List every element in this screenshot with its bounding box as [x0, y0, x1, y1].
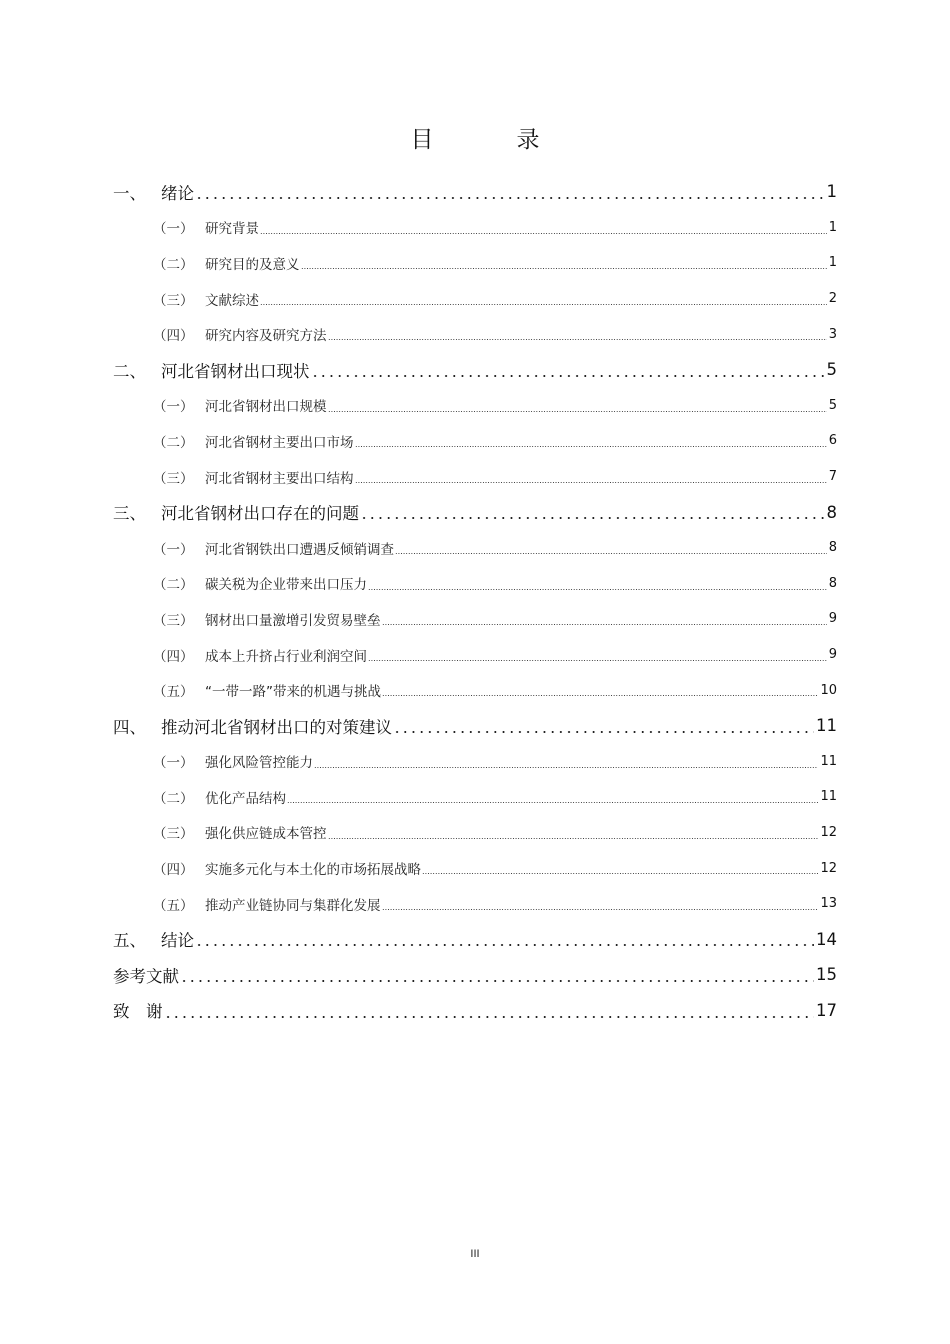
dot-leader [301, 245, 827, 281]
toc-entry-title: 钢材出口量激增引发贸易壁垒 [205, 612, 381, 629]
toc-entry-title: 河北省钢材出口规模 [205, 399, 327, 416]
toc-entry-chapter[interactable] [113, 174, 837, 210]
toc-entry-page: 12 [820, 860, 837, 876]
toc-entry-number: （二） [153, 577, 194, 594]
toc-entry-title: 结论 [161, 931, 194, 951]
toc-entry-number: 三、 [113, 504, 146, 524]
toc-entry-section[interactable] [113, 850, 837, 886]
toc-entry-chapter[interactable] [113, 352, 837, 388]
toc-entry-section[interactable] [113, 815, 837, 851]
toc-entry-page: 5 [826, 360, 837, 380]
toc-entry-title: 强化风险管控能力 [205, 755, 313, 772]
table-of-contents [113, 174, 837, 1028]
dot-leader [195, 174, 825, 210]
toc-entry-title: 优化产品结构 [205, 790, 286, 807]
toc-entry-section[interactable] [113, 566, 837, 602]
dot-leader [311, 352, 825, 388]
toc-entry-page: 14 [816, 929, 837, 949]
toc-entry-page: 1 [826, 182, 837, 202]
toc-entry-number: （三） [153, 612, 194, 629]
dot-leader [355, 459, 827, 495]
dot-leader [164, 993, 815, 1029]
toc-entry-number: （一） [153, 755, 194, 772]
toc-entry-chapter[interactable] [113, 993, 837, 1029]
toc-entry-number: （三） [153, 826, 194, 843]
toc-entry-page: 12 [820, 824, 837, 840]
toc-entry-title: 实施多元化与本土化的市场拓展战略 [205, 862, 421, 879]
toc-entry-section[interactable] [113, 245, 837, 281]
toc-entry-number: （一） [153, 541, 194, 558]
toc-entry-chapter[interactable] [113, 921, 837, 957]
toc-entry-number: 五、 [113, 931, 146, 951]
dot-leader [260, 210, 827, 246]
toc-entry-page: 8 [826, 502, 837, 522]
dot-leader [287, 779, 818, 815]
dot-leader [195, 921, 814, 957]
dot-leader [360, 494, 825, 530]
toc-entry-title: 成本上升挤占行业利润空间 [205, 648, 367, 665]
toc-entry-title: “一带一路”带来的机遇与挑战 [205, 684, 381, 701]
dot-leader [355, 423, 827, 459]
toc-entry-section[interactable] [113, 459, 837, 495]
toc-entry-page: 6 [828, 433, 837, 449]
toc-entry-page: 2 [828, 291, 837, 307]
toc-entry-title: 河北省钢铁出口遭遇反倾销调查 [205, 541, 394, 558]
toc-entry-number: （一） [153, 399, 194, 416]
dot-leader [382, 886, 819, 922]
toc-entry-section[interactable] [113, 601, 837, 637]
toc-entry-section[interactable] [113, 316, 837, 352]
toc-entry-page: 10 [820, 682, 837, 698]
toc-entry-page: 15 [816, 965, 837, 985]
toc-entry-number: （二） [153, 256, 194, 273]
toc-entry-number: （三） [153, 470, 194, 487]
toc-entry-number: 一、 [113, 183, 146, 203]
toc-entry-title: 强化供应链成本管控 [205, 826, 327, 843]
toc-entry-page: 11 [820, 789, 837, 805]
toc-entry-section[interactable] [113, 672, 837, 708]
page-title: 目 录 [410, 127, 570, 153]
toc-entry-page: 17 [816, 1000, 837, 1020]
toc-entry-page: 11 [820, 753, 837, 769]
toc-entry-section[interactable] [113, 886, 837, 922]
toc-entry-page: 1 [828, 219, 837, 235]
toc-entry-title: 绪论 [161, 183, 194, 203]
toc-entry-section[interactable] [113, 530, 837, 566]
toc-entry-page: 5 [828, 397, 837, 413]
toc-entry-section[interactable] [113, 210, 837, 246]
toc-entry-section[interactable] [113, 423, 837, 459]
toc-entry-number: （三） [153, 292, 194, 309]
toc-entry-title: 推动河北省钢材出口的对策建议 [161, 717, 392, 737]
toc-entry-title: 河北省钢材出口现状 [161, 361, 310, 381]
toc-entry-page: 11 [816, 716, 837, 736]
toc-entry-title: 河北省钢材主要出口结构 [205, 470, 354, 487]
toc-entry-page: 13 [820, 896, 837, 912]
dot-leader [180, 957, 814, 993]
dot-leader [422, 850, 818, 886]
toc-entry-chapter[interactable] [113, 494, 837, 530]
toc-entry-title: 研究背景 [205, 221, 259, 238]
dot-leader [368, 637, 827, 673]
toc-entry-section[interactable] [113, 637, 837, 673]
toc-entry-number: （二） [153, 790, 194, 807]
dot-leader [314, 744, 818, 780]
toc-entry-number: （一） [153, 221, 194, 238]
dot-leader [328, 316, 827, 352]
toc-entry-title: 河北省钢材主要出口市场 [205, 434, 354, 451]
toc-entry-page: 3 [828, 326, 837, 342]
dot-leader [393, 708, 814, 744]
toc-entry-title: 碳关税为企业带来出口压力 [205, 577, 367, 594]
toc-entry-title: 推动产业链协同与集群化发展 [205, 897, 381, 914]
page-number: III [470, 1248, 480, 1260]
toc-entry-title: 研究内容及研究方法 [205, 328, 327, 345]
toc-entry-section[interactable] [113, 779, 837, 815]
toc-entry-number: 二、 [113, 361, 146, 381]
dot-leader [382, 672, 818, 708]
dot-leader [395, 530, 827, 566]
toc-entry-title: 致 谢 [113, 1002, 163, 1022]
toc-entry-title: 文献综述 [205, 292, 259, 309]
toc-entry-chapter[interactable] [113, 708, 837, 744]
toc-entry-page: 9 [828, 647, 837, 663]
toc-entry-page: 8 [828, 540, 837, 556]
toc-entry-chapter[interactable] [113, 957, 837, 993]
toc-entry-title: 河北省钢材出口存在的问题 [161, 504, 359, 524]
toc-entry-page: 1 [828, 255, 837, 271]
toc-entry-section[interactable] [113, 744, 837, 780]
dot-leader [328, 815, 819, 851]
toc-entry-title: 研究目的及意义 [205, 256, 300, 273]
toc-entry-number: （五） [153, 897, 194, 914]
dot-leader [382, 601, 827, 637]
toc-entry-page: 7 [828, 469, 837, 485]
toc-entry-number: （四） [153, 862, 194, 879]
toc-entry-number: （五） [153, 684, 194, 701]
toc-entry-number: （四） [153, 648, 194, 665]
toc-entry-number: 四、 [113, 717, 146, 737]
dot-leader [368, 566, 827, 602]
toc-entry-page: 9 [828, 611, 837, 627]
toc-entry-title: 参考文献 [113, 966, 179, 986]
dot-leader [260, 281, 827, 317]
toc-entry-number: （四） [153, 328, 194, 345]
toc-entry-section[interactable] [113, 281, 837, 317]
toc-entry-number: （二） [153, 434, 194, 451]
dot-leader [328, 388, 827, 424]
toc-entry-section[interactable] [113, 388, 837, 424]
toc-entry-page: 8 [828, 575, 837, 591]
